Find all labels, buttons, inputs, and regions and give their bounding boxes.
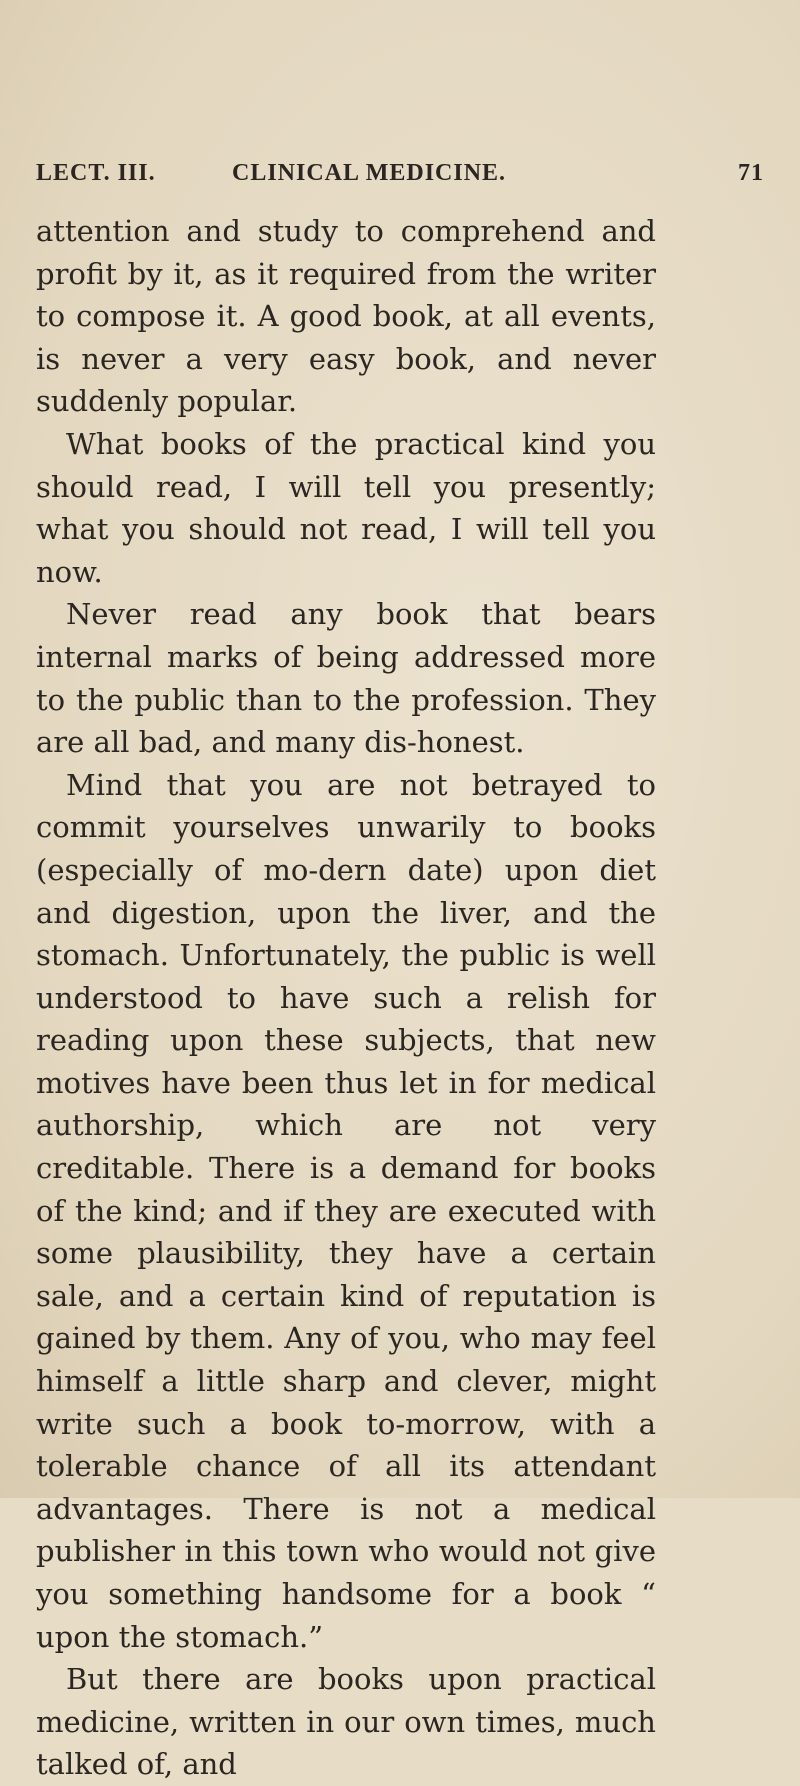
paragraph: Mind that you are not betrayed to commit yourselves unwarily to books (especially of mo-dern date) upon diet and digestion, upon the liver, and the stomach. Unfortunately, the public is well understood to have such a relish for reading upon these subjects, that new motives have been thus let in for medical authorship, which are not very creditable. There is a demand for books of the kind; and if they are executed with some plausibility, they have a certain sale, and a certain kind of reputation is gained by them. Any of you, who may feel himself a little sharp and clever, might write such a book to-morrow, with a tolerable chance of all its attendant advantages. There is not a medical publisher in this town who would not give you something handsome for a book “ upon the stomach.” — [36, 767, 656, 1654]
paragraph: attention and study to comprehend and profit by it, as it required from the writer to compose it. A good book, at all events, is never a very easy book, and never suddenly popular. — [36, 214, 656, 419]
running-header — [36, 160, 764, 200]
body-text — [36, 210, 656, 1786]
running-title: CLINICAL MEDICINE. — [232, 160, 507, 186]
paragraph: But there are books upon practical medicine, written in our own times, much talked of, and — [36, 1662, 656, 1782]
paragraph: Never read any book that bears internal marks of being addressed more to the public than to the profession. They are all bad, and many dis-honest. — [36, 597, 656, 760]
paragraph: What books of the practical kind you should read, I will tell you presently; what you should not read, I will tell you now. — [36, 426, 656, 589]
lecture-label: LECT. III. — [36, 160, 156, 186]
page-number: 71 — [738, 160, 764, 186]
